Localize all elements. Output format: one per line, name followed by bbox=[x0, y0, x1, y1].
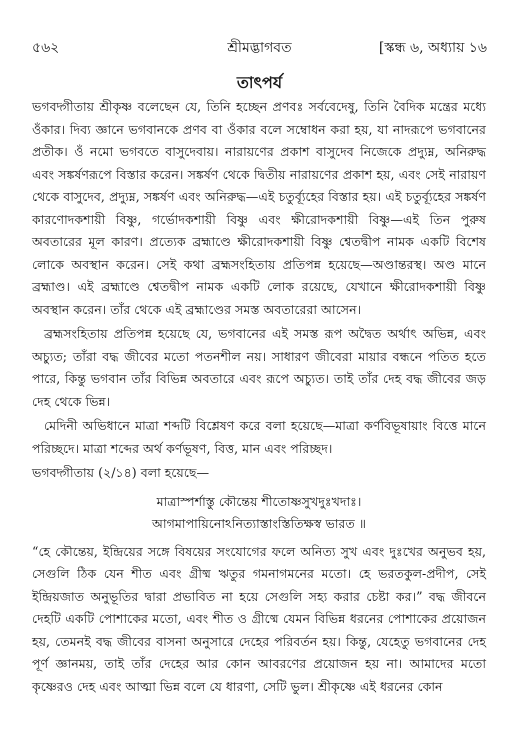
chapter-reference: [স্কন্ধ ৬, অধ্যায় ১৬ bbox=[378, 40, 487, 56]
closing-paragraph: “হে কৌন্তেয়, ইন্দ্রিয়ের সঙ্গে বিষয়ের সংযোগের ফলে অনিত্য সুখ এবং দুঃখের অনুভব হয়, সেগুলি ঠিক যেন শীত এবং গ্রীষ্ম ঋতুর গমনাগমনের মতো। হে ভরতকুল-প্রদীপ, সেই ইন্দ্রিয়জাত অনুভূতির দ্বারা প্রভাবিত না হয়ে সেগুলি সহ্য করার চেষ্টা কর।” বদ্ধ জীবনে দেহটি একটি পোশাকের মতো, এবং শীত ও গ্রীষ্মে যেমন বিভিন্ন ধরনের পোশাকের প্রয়োজন হয়, তেমনই বদ্ধ জীবের বাসনা অনুসারে দেহের পরিবর্তন হয়। কিন্তু, যেহেতু ভগবানের দেহ পূর্ণ জ্ঞানময়, তাই তাঁর দেহের আর কোন আবরণের প্রয়োজন হয় না। আমাদের মতো কৃষ্ণেরও দেহ এবং আত্মা ভিন্ন বলে যে ধারণা, সেটি ভুল। শ্রীকৃষ্ণে এই ধরনের কোন bbox=[32, 543, 486, 694]
paragraph-2: ব্রহ্মসংহিতায় প্রতিপন্ন হয়েছে যে, ভগবানের এই সমস্ত রূপ অদ্বৈত অর্থাৎ অভিন্ন, এবং অচ্যুত; তাঁরা বদ্ধ জীবের মতো পতনশীল নয়। সাধারণ জীবেরা মায়ার বন্ধনে পতিত হতে পারে, কিন্তু ভগবান তাঁর বিভিন্ন অবতারে এবং রূপে অচ্যুত। তাই তাঁর দেহ বদ্ধ জীবের জড় দেহ থেকে ভিন্ন। bbox=[32, 326, 486, 409]
verse-line-2: আগমাপায়িনোঽনিত্যাস্তাংস্তিতিক্ষস্ব ভারত ॥ bbox=[151, 515, 366, 531]
sanskrit-verse bbox=[32, 491, 486, 535]
paragraph-4: ভগবদ্গীতায় (২/১৪) বলা হয়েছে— bbox=[32, 465, 210, 480]
page-body bbox=[32, 96, 486, 700]
paragraph-3: মেদিনী অভিধানে মাত্রা শব্দটি বিশ্লেষণ করে বলা হয়েছে—মাত্রা কর্ণবিভূষায়াং বিত্তে মানে পরিচ্ছদে। মাত্রা শব্দের অর্থ কর্ণভূষণ, বিত্ত, মান এবং পরিচ্ছদ। bbox=[32, 418, 486, 456]
page-header bbox=[32, 36, 487, 58]
page-number: ৫৬২ bbox=[32, 40, 60, 56]
paragraph-1: ভগবদ্গীতায় শ্রীকৃষ্ণ বলেছেন যে, তিনি হচ্ছেন প্রণবঃ সর্ববেদেষু, তিনি বৈদিক মন্ত্রের মধ্যে ওঁকার। দিব্য জ্ঞানে ভগবানকে প্রণব বা ওঁকার বলে সম্বোধন করা হয়, যা নাদরূপে ভগবানের প্রতীক। ওঁ নমো ভগবতে বাসুদেবায়। নারায়ণের প্রকাশ বাসুদেব নিজেকে প্রদ্যুম্ন, অনিরুদ্ধ এবং সঙ্কর্ষণরূপে বিস্তার করেন। সঙ্কর্ষণ থেকে দ্বিতীয় নারায়ণের প্রকাশ হয়, এবং সেই নারায়ণ থেকে বাসুদেব, প্রদ্যুম্ন, সঙ্কর্ষণ এবং অনিরুদ্ধ—এই চতুর্ব্যূহের বিস্তার হয়। এই চতুর্ব্যূহের সঙ্কর্ষণ কারণোদকশায়ী বিষ্ণু, গর্ভোদকশায়ী বিষ্ণু এবং ক্ষীরোদকশায়ী বিষ্ণু—এই তিন পুরুষ অবতারের মূল কারণ। প্রত্যেক ব্রহ্মাণ্ডে ক্ষীরোদকশায়ী বিষ্ণু শ্বেতদ্বীপ নামক একটি বিশেষ লোকে অবস্থান করেন। সেই কথা ব্রহ্মসংহিতায় প্রতিপন্ন হয়েছে—অণ্ডান্তরস্থ। অণ্ড মানে ব্রহ্মাণ্ড। এই ব্রহ্মাণ্ডে শ্বেতদ্বীপ নামক একটি লোক রয়েছে, যেখানে ক্ষীরোদকশায়ী বিষ্ণু অবস্থান করেন। তাঁর থেকে এই ব্রহ্মাণ্ডের সমস্ত অবতারেরা আসেন। bbox=[32, 99, 486, 317]
section-heading: তাৎপর্য bbox=[236, 73, 283, 92]
verse-line-1: মাত্রাস্পর্শাস্তু কৌন্তেয় শীতোষ্ণসুখদুঃখদাঃ। bbox=[156, 493, 362, 509]
book-title: শ্রীমদ্ভাগবত bbox=[227, 40, 292, 56]
